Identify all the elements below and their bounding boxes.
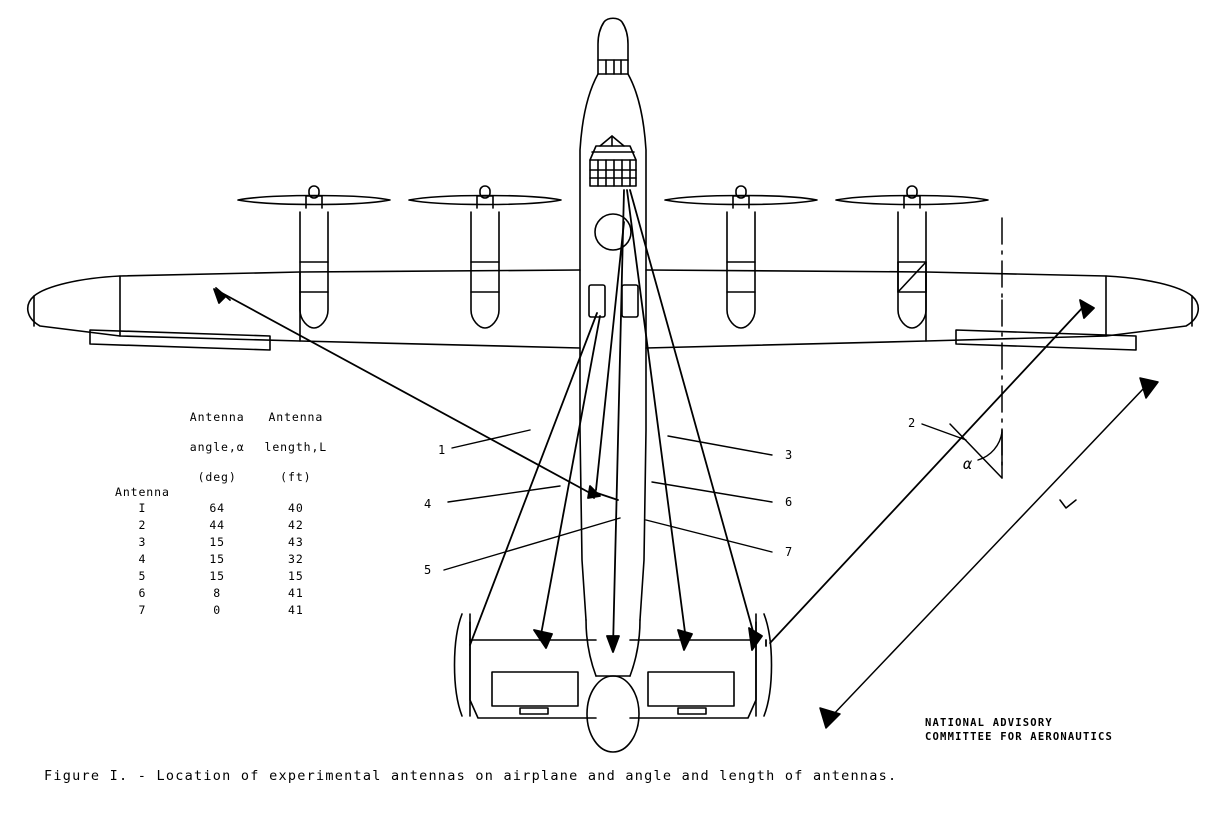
col-header-antenna [105, 395, 180, 500]
cell-antenna: 6 [138, 586, 147, 600]
cell-length: 40 [288, 501, 304, 515]
fuselage-hatch-right [622, 285, 638, 317]
col-header-angle [180, 395, 255, 500]
table-row [105, 517, 337, 534]
cell-length: 41 [288, 603, 304, 617]
angle-annotation [820, 218, 1158, 728]
cell-antenna: I [138, 501, 147, 515]
cell-antenna: 4 [138, 552, 147, 566]
col-header-antenna-label: Antenna [115, 485, 170, 499]
table-row [105, 551, 337, 568]
antenna-wires [214, 190, 1094, 652]
nose-radome [598, 18, 628, 74]
cell-length: 15 [288, 569, 304, 583]
col-header-angle-l3: (deg) [197, 470, 237, 484]
cell-antenna: 5 [138, 569, 147, 583]
cell-length: 41 [288, 586, 304, 600]
callout-label-3: 3 [785, 448, 794, 462]
col-header-length-l3: (ft) [280, 470, 312, 484]
antenna-data-table [105, 395, 337, 619]
right-wing [646, 270, 1198, 350]
cell-angle: 44 [209, 518, 225, 532]
table-header-row [105, 395, 337, 500]
table-row [105, 585, 337, 602]
engine-nacelle-4 [836, 186, 988, 328]
cell-length: 32 [288, 552, 304, 566]
cockpit-canopy [590, 136, 636, 186]
figure-caption: Figure I. - Location of experimental antennas on airplane and angle and length of antennas. [44, 768, 898, 784]
engine-nacelle-3 [665, 186, 817, 328]
col-header-length-l2: length,L [264, 440, 328, 454]
cell-angle: 15 [209, 552, 225, 566]
naca-line-1: NATIONAL ADVISORY [925, 717, 1053, 729]
table-row [105, 568, 337, 585]
table-row [105, 602, 337, 619]
callout-label-4: 4 [424, 497, 433, 511]
cell-angle: 0 [213, 603, 222, 617]
callout-label-5: 5 [424, 563, 433, 577]
callout-label-6: 6 [785, 495, 794, 509]
callout-label-2: 2 [908, 416, 917, 430]
cell-angle: 64 [209, 501, 225, 515]
callout-leaders [444, 424, 966, 570]
table-row [105, 534, 337, 551]
cell-length: 42 [288, 518, 304, 532]
callout-label-7: 7 [785, 545, 794, 559]
cell-angle: 8 [213, 586, 222, 600]
cell-angle: 15 [209, 569, 225, 583]
callout-label-1: 1 [438, 443, 447, 457]
col-header-angle-l2: angle,α [189, 440, 245, 454]
naca-line-2: COMMITTEE FOR AERONAUTICS [925, 731, 1114, 743]
cell-angle: 15 [209, 535, 225, 549]
col-header-angle-l1: Antenna [189, 410, 245, 424]
col-header-length [255, 395, 338, 500]
cell-antenna: 7 [138, 603, 147, 617]
cell-length: 43 [288, 535, 304, 549]
engine-nacelle-2 [409, 186, 561, 328]
engine-nacelle-1 [238, 186, 390, 328]
angle-symbol-alpha: α [963, 455, 973, 473]
cell-antenna: 2 [138, 518, 147, 532]
cell-antenna: 3 [138, 535, 147, 549]
table-row [105, 500, 337, 517]
naca-credit [925, 716, 1113, 744]
turret [595, 214, 631, 250]
col-header-length-l1: Antenna [268, 410, 324, 424]
